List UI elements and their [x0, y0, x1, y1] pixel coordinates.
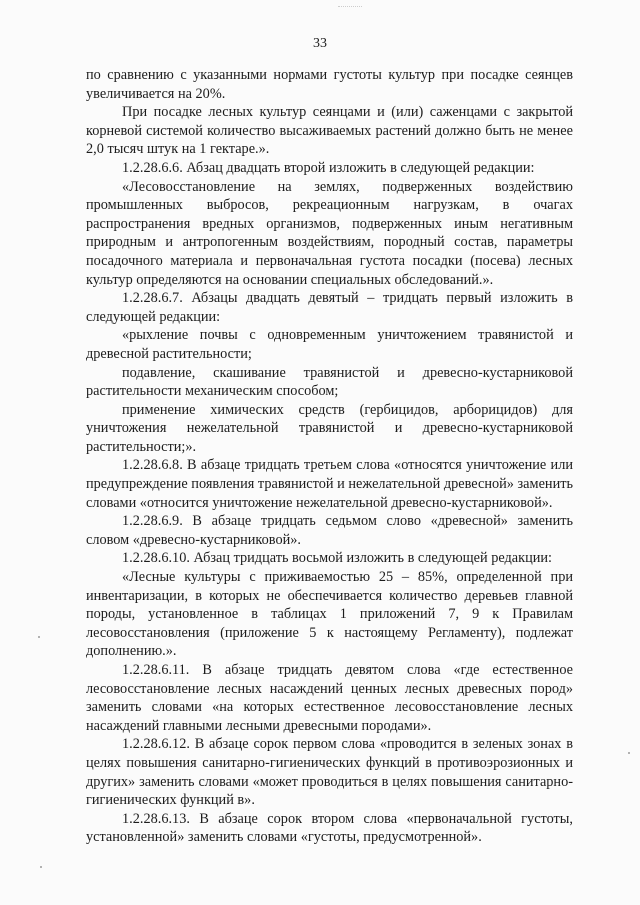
- paragraph: При посадке лесных культур сеянцами и (или) саженцами с закрытой корневой системой количество высаживаемых растений должно быть не менее 2,0 тысяч штук на 1 гектаре.».: [86, 104, 573, 158]
- paragraph: подавление, скашивание травянистой и древесно-кустарниковой растительности механическим способом;: [86, 364, 573, 400]
- paragraph: 1.2.28.6.11. В абзаце тридцать девятом слова «где естественное лесовосстановление лесных насаждений ценных лесных древесных пород» заменить словами «на которых естественное лесовосстановление лесных насаждений главными лесными древесными породами».: [86, 662, 573, 734]
- paragraph: 1.2.28.6.12. В абзаце сорок первом слова «проводится в зеленых зонах в целях повышения санитарно-гигиенических функций в противоэрозионных и других» заменить словами «может проводиться в целях повышения санитарно-гигиенических функций в».: [86, 736, 573, 809]
- scan-artifact: [338, 6, 362, 13]
- paragraph: 1.2.28.6.9. В абзаце тридцать седьмом слово «древесной» заменить словом «древесно-кустарниковой».: [86, 513, 573, 548]
- page-number: 33: [313, 36, 327, 51]
- paragraph: «Лесовосстановление на землях, подверженных воздействию промышленных выбросов, рекреационным нагрузкам, в очагах распространения вредных организмов, подверженных иным негативным природным и антропогенным воздействиям, породный состав, параметры посадочного материала и первоначальная густота посадки (посева) лесных культур определяются на основании специальных обследований.».: [86, 178, 573, 288]
- paragraph: по сравнению с указанными нормами густоты культур при посадке сеянцев увеличивается на 20%.: [86, 67, 573, 102]
- document-body: [86, 66, 573, 847]
- paragraph: «Лесные культуры с приживаемостью 25 – 85%, определенной при инвентаризации, в которых не обеспечивается количество деревьев главной породы, установленное в таблицах 1 приложений 7, 9 к Правилам лесовосстановления (приложение 5 к настоящему Регламенту), подлежат дополнению.».: [86, 569, 573, 660]
- scan-dot: [628, 752, 630, 754]
- paragraph: 1.2.28.6.7. Абзацы двадцать девятый – тридцать первый изложить в следующей редакции:: [86, 290, 573, 325]
- paragraph: «рыхление почвы с одновременным уничтожением травянистой и древесной растительности;: [86, 327, 573, 362]
- scan-dot: [40, 866, 42, 868]
- scan-dot: [38, 636, 40, 638]
- paragraph: 1.2.28.6.8. В абзаце тридцать третьем слова «относятся уничтожение или предупреждение появления травянистой и нежелательной древесной» заменить словами «относится уничтожение нежелательной древесно-кустарниковой».: [86, 457, 573, 511]
- paragraph: 1.2.28.6.10. Абзац тридцать восьмой изложить в следующей редакции:: [122, 550, 553, 567]
- paragraph: применение химических средств (гербицидов, арборицидов) для уничтожения нежелательной травянистой и древесно-кустарниковой растительности;».: [86, 401, 573, 455]
- paragraph: 1.2.28.6.6. Абзац двадцать второй изложить в следующей редакции:: [122, 159, 535, 176]
- paragraph: 1.2.28.6.13. В абзаце сорок втором слова «первоначальной густоты, установленной» заменить словами «густоты, предусмотренной».: [86, 810, 573, 846]
